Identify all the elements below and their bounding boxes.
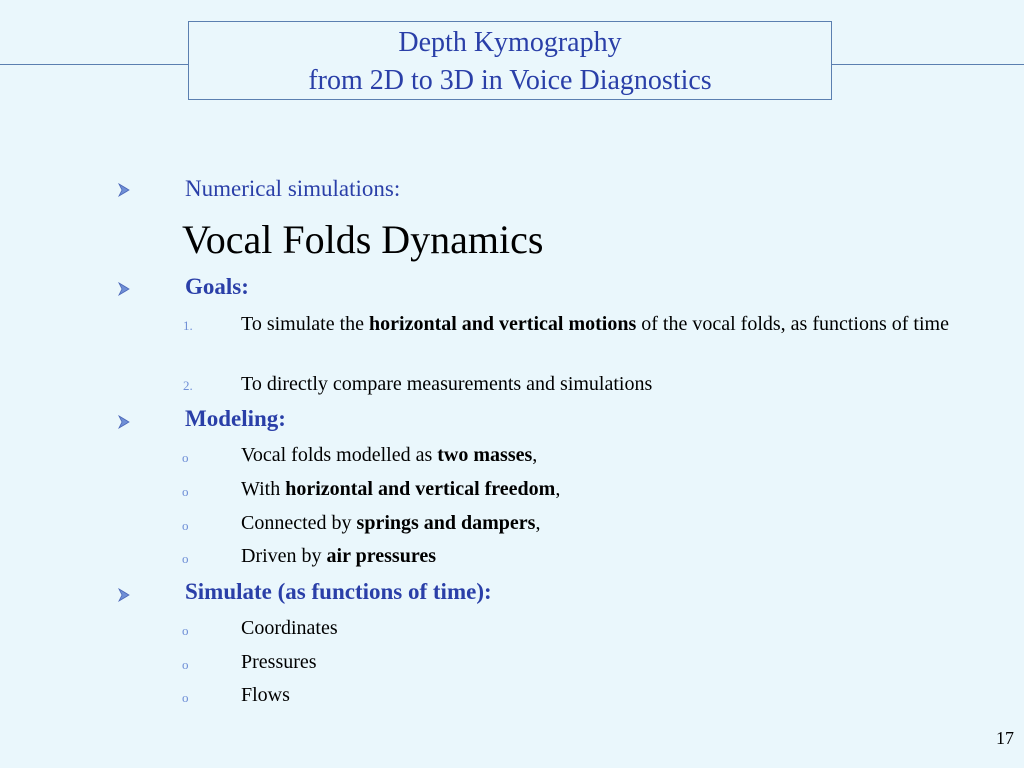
bullet-modeling: Modeling: [185, 406, 286, 431]
list-item: Connected by springs and dampers, [241, 512, 541, 534]
bullet-numerical-simulations: Numerical simulations: [185, 176, 401, 201]
list-item: To simulate the horizontal and vertical motions of the vocal folds, as functions of time [241, 313, 949, 335]
title-line-1: Depth Kymography [398, 27, 622, 58]
page-number: 17 [996, 728, 1014, 748]
circle-marker: o [182, 518, 189, 533]
arrowhead-bullet-icon [116, 281, 132, 297]
arrowhead-bullet-icon [116, 587, 132, 603]
list-marker: 2. [183, 378, 193, 393]
circle-marker: o [182, 484, 189, 499]
circle-marker: o [182, 623, 189, 638]
circle-marker: o [182, 551, 189, 566]
list-item: To directly compare measurements and simulations [241, 373, 653, 395]
list-item: Pressures [241, 651, 317, 673]
list-item: Driven by air pressures [241, 545, 436, 567]
list-item: Vocal folds modelled as two masses, [241, 444, 538, 466]
bullet-goals: Goals: [185, 274, 249, 299]
circle-marker: o [182, 657, 189, 672]
list-marker: 1. [183, 318, 193, 333]
arrowhead-bullet-icon [116, 414, 132, 430]
slide-title [188, 21, 832, 100]
list-item: Flows [241, 684, 290, 706]
list-item: Coordinates [241, 617, 338, 639]
circle-marker: o [182, 690, 189, 705]
circle-marker: o [182, 450, 189, 465]
section-heading: Vocal Folds Dynamics [182, 217, 544, 262]
list-item: With horizontal and vertical freedom, [241, 478, 561, 500]
bullet-simulate: Simulate (as functions of time): [185, 579, 492, 604]
arrowhead-bullet-icon [116, 182, 132, 198]
title-line-2: from 2D to 3D in Voice Diagnostics [308, 65, 712, 96]
